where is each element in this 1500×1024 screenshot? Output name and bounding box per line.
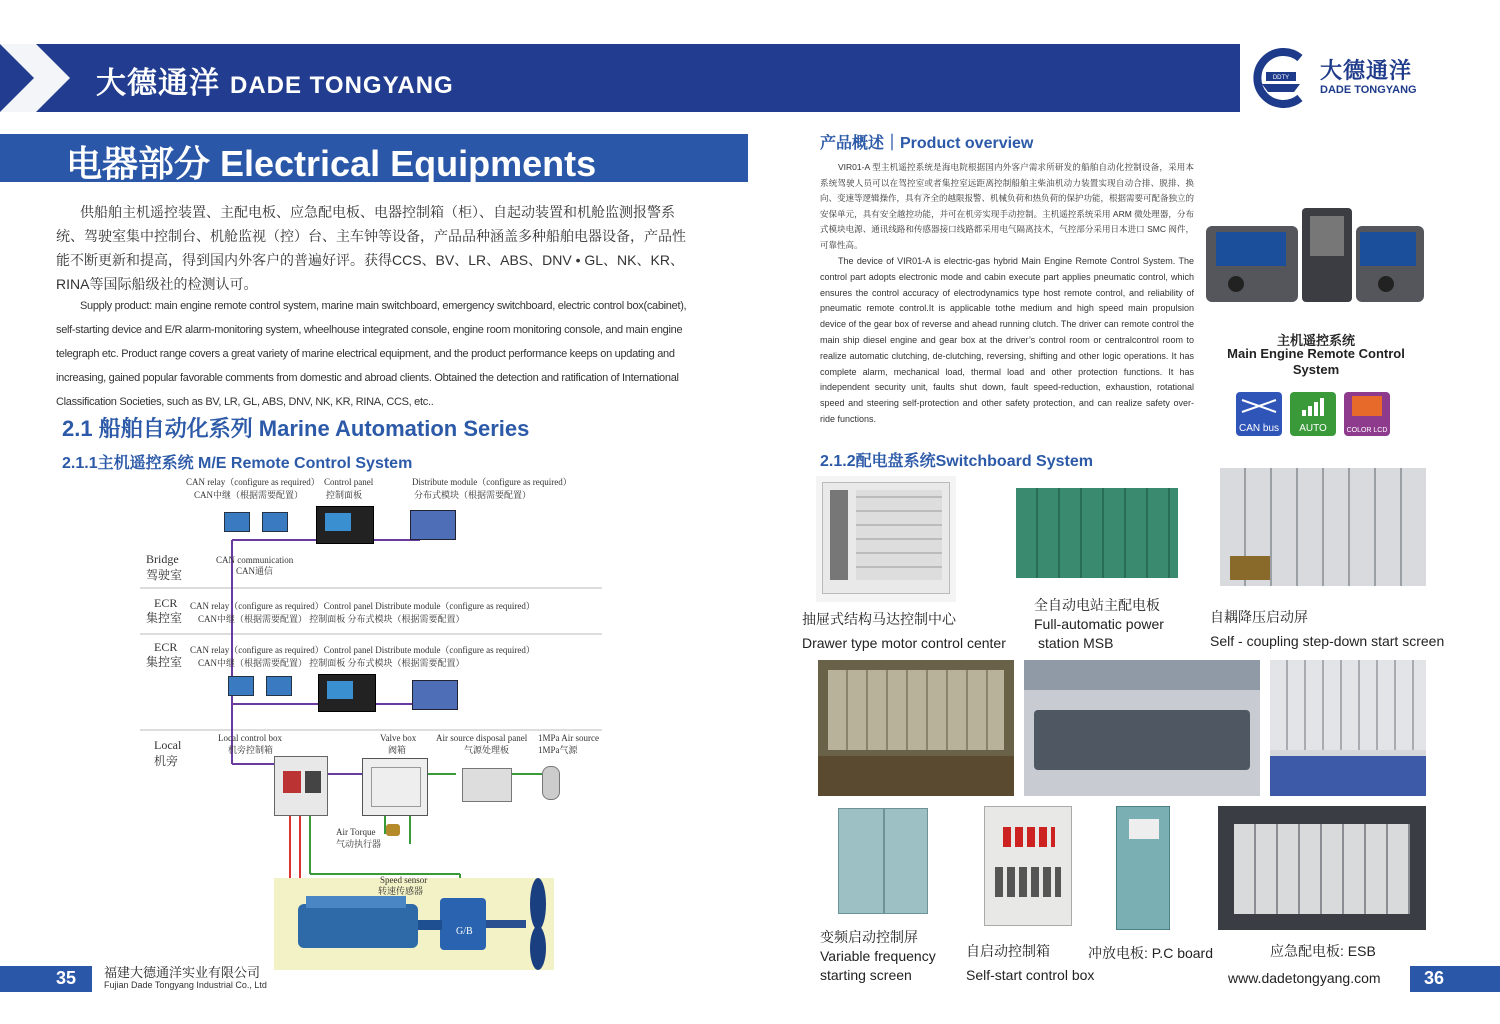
overview-title: 产品概述｜Product overview [820,135,1034,152]
control-room-photo-3 [1270,660,1426,796]
ecr2-line-1: CAN relay（configure as required）Control panel Distribute module（configure as required） [190,645,535,655]
remote-control-console-image [1206,206,1424,306]
ecr-distribute-module-device [412,680,458,710]
top-control-panel-cn: 控制面板 [326,490,363,500]
msb-caption-en-2: station MSB [1038,635,1114,651]
logo-text-cn: 大德通洋 [1320,58,1413,83]
air-1mpa-cn: 1MPa气源 [538,745,578,755]
drawer-caption-en: Drawer type motor control center [802,635,1006,651]
air-torque-en: Air Torque [336,827,376,837]
vf-caption-cn: 变频启动控制屏 [820,929,918,945]
air-torque-cn: 气动执行器 [336,839,382,849]
self-start-caption-cn: 自启动控制箱 [966,943,1050,959]
can-comm-en: CAN communication [216,555,294,565]
variable-frequency-photo [838,808,928,914]
can-relay-device-2 [262,512,288,532]
ecr-can-relay-device-2 [266,676,292,696]
top-distribute-cn: 分布式模块（根据需要配置） [414,490,532,500]
msb-photo [1016,488,1178,578]
control-panel-device [316,506,374,544]
overview-text-cn: VIR01-A 型主机遥控系统是海电院根据国内外客户需求所研发的船舶自动化控制设备，采用本系统驾驶人员可以在驾控室或者集控室远距离控制船舶主柴油机动力装置实现自动合排、脱排、换向、变速等逻辑操作，具有齐全的越限报警、机械负荷和热负荷的保护功能，根据需要可配备独立的安保单元，具有安全越控功能，并可在机旁实现手动控制。主机遥控系统采用 ARM 微处理器，分布式模块电源、通讯线路和传感器接口线路都采用电气隔离技术，气控部分采用日本进口 SMC 阀件，可靠性高。 [820,162,1195,250]
ecr2-label-cn: 集控室 [146,655,183,669]
remote-control-diagram [140,474,620,974]
local-box-cn: 机旁控制箱 [228,745,274,755]
subsection-title: 2.1.1主机遥控系统 M/E Remote Control System [62,455,413,472]
vf-caption-en-2: starting screen [820,967,912,983]
speed-sensor-cn: 转速传感器 [378,886,424,896]
company-name-cn: 福建大德通洋实业有限公司 [104,965,261,980]
air-panel-en: Air source disposal panel [436,733,528,743]
color-lcd-icon [1344,392,1390,422]
top-can-relay-en: CAN relay（configure as required） [186,477,320,487]
company-logo-icon [1248,48,1312,108]
top-control-panel-en: Control panel [324,477,374,487]
logo-text-en: DADE TONGYANG [1320,84,1417,96]
self-coupling-caption-cn: 自耦降压启动屏 [1210,609,1308,625]
header-chevron-icon [0,44,70,112]
control-room-photo-2 [1024,660,1260,796]
company-name-en: Fujian Dade Tongyang Industrial Co., Ltd [104,980,267,990]
local-box-en: Local control box [218,733,282,743]
ecr-can-relay-device-1 [228,676,254,696]
self-start-box-photo [984,806,1072,926]
vf-caption-en-1: Variable frequency [820,948,936,964]
can-relay-device-1 [224,512,250,532]
auto-badge [1290,392,1336,436]
ecr2-label-en: ECR [154,640,178,654]
local-control-box-device [274,756,328,816]
bridge-label-cn: 驾驶室 [146,568,183,582]
esb-photo [1218,806,1426,930]
gearbox-label: G/B [456,926,473,937]
section-title: 电器部分 Electrical Equipments [66,143,597,184]
color-lcd-label: COLOR LCD [1346,427,1388,434]
ecr1-line-1: CAN relay（configure as required）Control panel Distribute module（configure as required） [190,601,535,611]
top-can-relay-cn: CAN中继（根据需要配置） [194,490,304,500]
esb-caption: 应急配电板: ESB [1270,943,1376,959]
switchboard-title: 2.1.2配电盘系统Switchboard System [820,453,1093,470]
ecr1-label-cn: 集控室 [146,611,183,625]
series-title: 2.1 船舶自动化系列 Marine Automation Series [62,416,530,441]
self-start-caption-en: Self-start control box [966,967,1095,983]
pc-board-photo [1116,806,1170,930]
valve-box-device [362,758,428,816]
self-coupling-caption-en: Self - coupling step-down start screen [1210,633,1445,649]
air-torque-device [386,824,400,836]
page-number-right: 36 [1424,968,1445,988]
ecr1-line-2: CAN中继（根据需要配置） 控制面板 分布式模块（根据需要配置） [198,614,465,624]
overview-text-en: The device of VIR01-A is electric-gas hybrid Main Engine Remote Control System. The control part adopts electronic mode and cabin execute part applies pneumatic control, which ensures the control accuracy of electrodynamics type host remote control, and reliability of pneumatic remote control.It is applicable tothe medium and high speed main propulsion device of the gear box of reverse and ahead running clutch. The driver can remote control the main ship diesel engine and gear box at the driver’s control room or centralcontrol room to realize automatic clutching, de-clutching, reversing, shifting and other logic operations. It has complete alarm, mechanical load, thermal load and other protection functions. It has independent security unit, faults shut down, fault speed-reduction, exhaustion, rotational speed and steering self-protection and other safety protection, and can realize safety over-ride functions. [820,256,1194,424]
website-link[interactable]: www.dadetongyang.com [1228,970,1381,986]
page-number-left: 35 [56,968,77,988]
can-bus-badge [1236,392,1282,436]
self-coupling-photo [1220,468,1426,586]
ecr-control-panel-device [318,674,376,712]
ecr2-line-2: CAN中继（根据需要配置） 控制面板 分布式模块（根据需要配置） [198,658,465,668]
bridge-label-en: Bridge [146,552,179,566]
can-bus-label: CAN bus [1238,423,1279,434]
local-label-cn: 机旁 [154,754,179,768]
drawer-type-photo [816,476,956,602]
control-room-photo-1 [818,660,1014,796]
auto-signal-icon [1290,392,1336,422]
valve-box-cn: 阀箱 [388,745,407,755]
distribute-module-device [410,510,456,540]
can-bus-icon [1236,392,1282,422]
header-title [96,58,454,102]
pc-board-caption: 冲放电板: P.C board [1088,945,1214,961]
footer-left-band [0,966,92,992]
diagram-lines [140,474,620,974]
ecr1-label-en: ECR [154,596,178,610]
top-distribute-en: Distribute module（configure as required） [412,477,572,487]
intro-text-cn: 供船舶主机遥控装置、主配电板、应急配电板、电器控制箱（柜）、自起动装置和机舱监测报警系统、驾驶室集中控制台、机舱监视（控）台、主车钟等设备，产品品种涵盖多种船舶电器设备，产品性能不断更新和提高，得到国内外客户的普遍好评。获得CCS、BV、LR、ABS、DNV • GL、NK、KR、RINA等国际船级社的检测认可。 [56,204,686,292]
air-panel-cn: 气源处理板 [464,745,510,755]
msb-caption-cn: 全自动电站主配电板 [1034,597,1160,613]
intro-text-en: Supply product: main engine remote control system, marine main switchboard, emergency switchboard, electric control box(cabinet), self-starting device and E/R alarm-monitoring system, wheelhouse integrated console, engine room monitoring console, and main engine telegraph etc. Product range covers a great variety of marine electrical equipment, and the product performance keeps on updating and increasing, gained popular favorable comments from domestic and abroad clients. Obtained the detection and ratification of International Classification Societies, such as BV, LR, GL, ABS, DNV, NK, KR, RINA, CCS, etc.. [56,300,687,408]
header-title-cn: 大德通洋 [96,67,220,100]
air-panel-device [462,768,512,802]
header-title-en: DADE TONGYANG [230,72,454,99]
drawer-caption-cn: 抽屉式结构马达控制中心 [802,611,956,627]
logo-mark-text: DDTY [1272,75,1290,81]
air-1mpa-en: 1MPa Air source [538,733,599,743]
me-caption-en: Main Engine Remote Control System [1227,346,1405,377]
valve-box-en: Valve box [380,733,417,743]
msb-caption-en-1: Full-automatic power [1034,616,1164,632]
auto-label: AUTO [1299,423,1327,434]
me-caption-cn: 主机遥控系统 [1276,333,1355,348]
air-tank-device [542,766,560,800]
color-lcd-badge [1344,392,1390,436]
local-label-en: Local [154,738,182,752]
speed-sensor-en: Speed sensor [380,875,428,885]
can-comm-cn: CAN通信 [236,566,274,576]
